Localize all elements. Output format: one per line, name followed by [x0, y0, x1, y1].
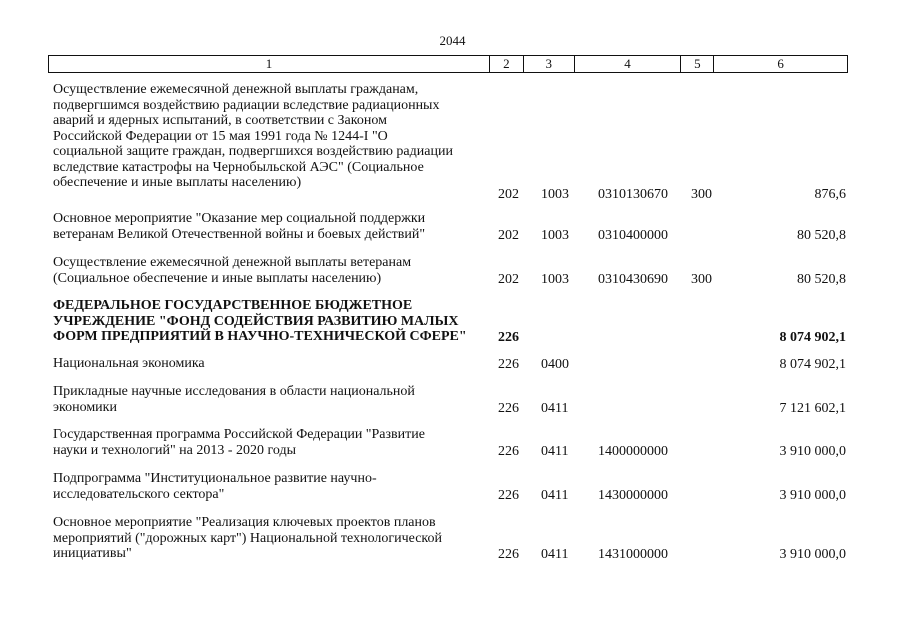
amount-column-6: 80 520,8 [797, 271, 846, 287]
description-line: подвергшимся воздействию радиации вследствие радиационных [53, 97, 440, 113]
description-line: социальной защите граждан, подвергшихся воздействию радиации [53, 144, 453, 159]
amount-column-6: 876,6 [814, 186, 846, 202]
table-row [0, 471, 905, 503]
code-column-3: 1003 [541, 271, 569, 287]
row-description [53, 384, 488, 415]
row-description [53, 515, 488, 562]
table-row [0, 427, 905, 459]
code-column-3: 0411 [541, 487, 569, 503]
column-header-3: 3 [524, 56, 575, 72]
table-row [0, 255, 905, 287]
code-column-4: 0310400000 [598, 227, 668, 243]
description-line: мероприятий ("дорожных карт") Национальной технологической [53, 530, 443, 546]
amount-column-6: 3 910 000,0 [779, 487, 846, 503]
row-description [53, 211, 488, 242]
description-line: Осуществление ежемесячной денежной выплаты гражданам, [53, 82, 419, 97]
code-column-5: 300 [691, 186, 712, 202]
description-line: Российской Федерации от 15 мая 1991 года № 1244-I "О [53, 128, 388, 144]
code-column-2: 226 [498, 400, 519, 416]
description-line: экономики [53, 399, 117, 415]
code-column-3: 1003 [541, 186, 569, 202]
code-column-2: 226 [498, 487, 519, 503]
code-column-4: 0310130670 [598, 186, 668, 202]
code-column-3: 0411 [541, 400, 569, 416]
amount-column-6: 3 910 000,0 [779, 546, 846, 562]
description-line: ФЕДЕРАЛЬНОЕ ГОСУДАРСТВЕННОЕ БЮДЖЕТНОЕ [53, 298, 413, 313]
description-line: Национальная экономика [53, 356, 205, 371]
column-header-6: 6 [777, 56, 784, 71]
description-line: Основное мероприятие "Оказание мер социальной поддержки [53, 211, 426, 226]
amount-column-6: 80 520,8 [797, 227, 846, 243]
code-column-3: 1003 [541, 227, 569, 243]
code-column-2: 226 [498, 443, 519, 459]
column-header-1: 1 [49, 56, 490, 72]
amount-column-6: 8 074 902,1 [779, 329, 846, 345]
table-row [0, 356, 905, 372]
code-column-4: 1430000000 [598, 487, 668, 503]
description-line: Государственная программа Российской Федерации "Развитие [53, 427, 425, 442]
description-line: (Социальное обеспечение и иные выплаты населению) [53, 270, 382, 286]
code-column-2: 226 [498, 546, 519, 562]
amount-column-6: 8 074 902,1 [779, 356, 846, 372]
code-column-3: 0411 [541, 546, 569, 562]
amount-column-6: 3 910 000,0 [779, 443, 846, 459]
row-description [53, 427, 488, 458]
code-column-2: 202 [498, 227, 519, 243]
row-description [53, 82, 488, 191]
description-line: Осуществление ежемесячной денежной выплаты ветеранам [53, 255, 412, 270]
code-column-2: 202 [498, 186, 519, 202]
code-column-2: 202 [498, 271, 519, 287]
column-header-2: 2 [490, 56, 524, 72]
row-description [53, 298, 488, 345]
code-column-2: 226 [498, 356, 519, 372]
page-number: 2044 [439, 33, 466, 48]
column-header-5: 5 [681, 56, 714, 72]
description-line: ФОРМ ПРЕДПРИЯТИЙ В НАУЧНО-ТЕХНИЧЕСКОЙ СФЕРЕ" [53, 329, 467, 344]
table-row [0, 384, 905, 416]
row-description [53, 356, 488, 372]
code-column-3: 0400 [541, 356, 569, 372]
description-line: ветеранам Великой Отечественной войны и боевых действий" [53, 226, 426, 242]
description-line: науки и технологий" на 2013 - 2020 годы [53, 442, 297, 458]
description-line: аварий и ядерных испытаний, в соответствии с Законом [53, 113, 387, 128]
column-header-row [48, 55, 848, 73]
code-column-3: 0411 [541, 443, 569, 459]
code-column-2: 226 [498, 329, 519, 345]
table-row [0, 298, 905, 345]
code-column-5: 300 [691, 271, 712, 287]
description-line: УЧРЕЖДЕНИЕ "ФОНД СОДЕЙСТВИЯ РАЗВИТИЮ МАЛЫХ [53, 313, 459, 329]
table-row [0, 211, 905, 243]
column-header-4: 4 [575, 56, 682, 72]
description-line: исследовательского сектора" [53, 486, 225, 502]
table-row [0, 82, 905, 202]
description-line: инициативы" [53, 546, 132, 561]
description-line: Прикладные научные исследования в области национальной [53, 384, 415, 399]
amount-column-6: 7 121 602,1 [779, 400, 846, 416]
description-line: Подпрограмма "Институциональное развитие научно- [53, 471, 377, 486]
description-line: вследствие катастрофы на Чернобыльской АЭС" (Социальное [53, 159, 424, 175]
description-line: Основное мероприятие "Реализация ключевых проектов планов [53, 515, 436, 530]
code-column-4: 1431000000 [598, 546, 668, 562]
code-column-4: 0310430690 [598, 271, 668, 287]
code-column-4: 1400000000 [598, 443, 668, 459]
table-row [0, 515, 905, 562]
row-description [53, 255, 488, 286]
row-description [53, 471, 488, 502]
description-line: обеспечение и иные выплаты населению) [53, 175, 302, 190]
